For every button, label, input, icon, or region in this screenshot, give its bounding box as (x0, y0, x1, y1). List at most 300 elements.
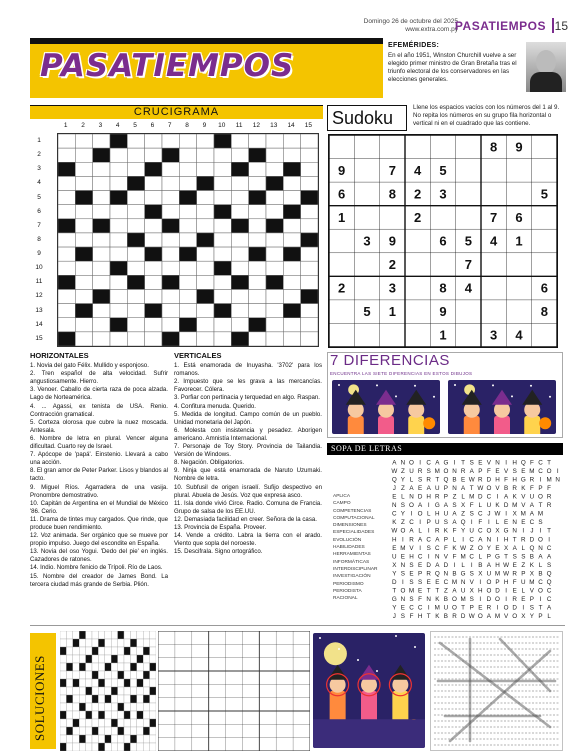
solution-crossword-cell (150, 655, 156, 663)
sopa-letter: I (462, 536, 464, 544)
sopa-letter: R (486, 604, 492, 612)
crossword-cell (75, 233, 92, 247)
crossword-cell (197, 318, 214, 332)
efemerides-box (388, 42, 523, 84)
sopa-letter: S (400, 502, 406, 510)
sopa-letter: P (529, 595, 535, 603)
solution-crossword-cell (143, 679, 149, 687)
solution-crossword-cell (98, 703, 104, 711)
solution-crossword-cell (86, 631, 92, 639)
crossword-black-cell (283, 162, 300, 176)
crossword-cell (93, 205, 110, 219)
sopa-letter: L (426, 510, 431, 518)
sopa-letter: V (409, 544, 414, 552)
diferencias-image-right[interactable] (448, 380, 556, 434)
sudoku-grid[interactable] (328, 134, 558, 348)
sopa-letter: P (495, 578, 500, 586)
sopa-letter: C (478, 527, 483, 535)
star (530, 385, 532, 387)
sopa-letter: M (451, 578, 458, 586)
solution-crossword-cell (60, 655, 66, 663)
sopa-letter: N (426, 595, 431, 603)
crossword-cell (231, 304, 248, 318)
verticales-clues (174, 352, 322, 556)
clue-horizontal: 7. Apócope de 'papá'. Einstenio. Llevará a cabo una acción. (30, 451, 168, 467)
sopa-letter: Z (521, 561, 526, 569)
column-number: 6 (150, 122, 155, 129)
sopa-letter: A (452, 519, 457, 527)
sopa-letter: I (505, 587, 507, 595)
sopa-letter: I (410, 510, 413, 518)
sopa-word: DIMENSIONES (333, 523, 367, 529)
sopa-letter: V (529, 587, 535, 595)
sudoku-given-number: 1 (338, 209, 346, 225)
solution-crossword-cell (92, 695, 98, 703)
solution-crossword-cell (105, 687, 111, 695)
crossword-cell (179, 304, 196, 318)
crossword-cell (301, 318, 318, 332)
sopa-letter: R (529, 476, 535, 484)
sudoku-given-number: 8 (490, 139, 498, 155)
solution-crossword-cell (111, 711, 117, 719)
solution-crossword-cell (79, 711, 85, 719)
solution-crossword-cell (79, 743, 85, 751)
solution-crossword-cell (118, 719, 124, 727)
sopa-letter: H (503, 536, 509, 544)
solution-crossword-cell (111, 719, 117, 727)
sopa-letter: A (417, 502, 423, 510)
photo-face (536, 50, 556, 74)
crossword-cell (93, 191, 110, 205)
solution-crossword-cell (150, 735, 156, 743)
sopa-letter: I (556, 468, 559, 476)
soluciones-divider (30, 625, 565, 626)
sopa-letter: M (408, 587, 415, 595)
sopa-letter: O (538, 536, 543, 544)
solution-crossword-cell (105, 655, 111, 663)
sopa-letter: X (529, 570, 535, 578)
solution-crossword-cell (73, 743, 79, 751)
sopa-letter: I (427, 527, 430, 535)
sopa-letter: E (478, 604, 483, 612)
sopa-letter: F (529, 485, 534, 493)
row-number: 8 (37, 235, 41, 243)
efemerides-text: En el año 1951, Winston Churchill vuelve a ser elegido primer ministro de Gran Bretaña tras el triunfo electoral de los conservadores en las elecciones generales. (388, 52, 517, 83)
solution-crossword-cell (73, 639, 79, 647)
solution-crossword-cell (92, 639, 98, 647)
sopa-letter: F (409, 613, 414, 620)
sopa-letter: L (418, 527, 422, 535)
solution-crossword-cell (118, 631, 124, 639)
crossword-cell (179, 162, 196, 176)
crossword-cell (93, 318, 110, 332)
star (454, 384, 456, 386)
solution-crossword-cell (66, 679, 72, 687)
solution-crossword-cell (79, 631, 85, 639)
solution-crossword-cell (143, 663, 149, 671)
sopa-letter: K (452, 544, 457, 552)
crossword-cell (231, 247, 248, 261)
solution-crossword-cell (86, 711, 92, 719)
sopa-letter: Z (443, 587, 448, 595)
sudoku-title: Sudoku (332, 108, 394, 128)
title-banner (30, 38, 383, 98)
crossword-black-cell (110, 134, 127, 148)
sopa-letter: S (512, 553, 517, 561)
sopa-letter: V (521, 493, 526, 501)
sopa-letter: L (478, 502, 483, 510)
solution-crossword-cell (130, 695, 136, 703)
clue-horizontal: 4. ... Agassi, ex tenista de USA. Renio. Contracción gramatical. (30, 402, 168, 418)
clue-horizontal: 15. Nombre del creador de James Bond. La tercera ciudad más grande de Serbia. Plión. (30, 572, 168, 588)
section-title: PASATIEMPOS (454, 19, 546, 33)
crossword-cell (249, 219, 266, 233)
sopa-letter: I (539, 527, 542, 535)
sopa-letter: T (392, 587, 397, 595)
solution-crossword-cell (105, 671, 111, 679)
solucion-sudoku-svg (158, 631, 310, 751)
sopa-letter: D (478, 493, 483, 501)
sopa-letter: N (512, 527, 517, 535)
crossword-cell (283, 148, 300, 162)
sopa-letter: A (392, 459, 397, 467)
sopa-letter: Q (529, 544, 535, 552)
crossword-cell (249, 205, 266, 219)
solution-crossword-cell (86, 679, 92, 687)
sopa-letter: C (426, 536, 431, 544)
crossword-black-cell (301, 233, 318, 247)
crossword-cell (162, 318, 179, 332)
solution-crossword-cell (124, 703, 130, 711)
crossword-cell (214, 289, 231, 303)
crossword-cell (249, 332, 266, 346)
photo-suit (530, 72, 562, 92)
solution-crossword-cell (124, 655, 130, 663)
solution-crossword-cell (73, 687, 79, 695)
sopa-letter: Z (461, 510, 466, 518)
sopa-letter: A (538, 553, 543, 561)
crossword-black-cell (266, 176, 283, 190)
crossword-cell (162, 233, 179, 247)
star (376, 384, 378, 386)
sudoku-given-number: 6 (540, 280, 548, 296)
row-number: 14 (35, 320, 43, 328)
ground (313, 719, 425, 748)
solution-crossword-cell (92, 631, 98, 639)
solution-crossword-cell (98, 647, 104, 655)
crossword-cell (75, 162, 92, 176)
solution-crossword-cell (111, 647, 117, 655)
sopa-letter: P (486, 553, 492, 561)
banner-title: PASATIEMPOS (40, 48, 295, 84)
solution-crossword-cell (60, 671, 66, 679)
solution-crossword-cell (124, 735, 130, 743)
row-number: 9 (37, 250, 41, 258)
solution-crossword-cell (130, 687, 136, 695)
sopa-letter: X (478, 570, 483, 578)
sopa-word: EVOLUCIÓN (333, 537, 362, 543)
sopa-letter: A (443, 502, 449, 510)
sopa-letter: V (469, 578, 474, 586)
solution-crossword-cell (79, 687, 85, 695)
solution-crossword-cell (137, 719, 143, 727)
solucion-sudoku (158, 631, 310, 751)
sopa-letter: C (417, 604, 423, 612)
sudoku-given-number: 2 (388, 257, 396, 273)
sopa-letter: K (495, 502, 500, 510)
crossword-cell (58, 191, 75, 205)
sopa-letter: S (469, 459, 474, 467)
sopa-letter: R (452, 613, 457, 620)
solution-crossword-cell (92, 727, 98, 735)
solution-crossword-cell (98, 743, 104, 751)
crossword-svg[interactable] (58, 134, 318, 346)
crossword-black-cell (249, 318, 266, 332)
clue-vertical: 12. Demasiada facilidad en creer. Señora de la casa. (174, 515, 317, 523)
crossword-cell (214, 219, 231, 233)
column-number: 12 (252, 122, 260, 129)
sopa-letter: C (443, 578, 449, 586)
star (414, 385, 416, 387)
sopa-letter: U (392, 553, 397, 561)
solution-crossword-cell (86, 639, 92, 647)
sopa-letter: C (478, 510, 483, 518)
solution-crossword-cell (143, 711, 149, 719)
solution-crossword-cell (111, 727, 117, 735)
sopa-letter: L (461, 561, 465, 569)
sopa-word: COMPETENCIAS (333, 508, 372, 514)
column-number: 14 (287, 122, 295, 129)
sudoku-given-number: 1 (439, 327, 447, 343)
sopa-letter: Y (400, 476, 406, 484)
solution-crossword-cell (60, 663, 66, 671)
clue-vertical: 10. Subfusil de origen israelí. Sufijo despectivo en plural. Abuela de Jesús. Voz que expresa asco. (174, 483, 322, 499)
sopa-letter: W (503, 561, 510, 569)
sudoku-given-number: 9 (515, 139, 523, 155)
sopa-letter: R (546, 493, 552, 501)
sopa-letter: G (443, 459, 449, 467)
crossword-cell (179, 275, 196, 289)
crossword-grid[interactable] (57, 133, 319, 347)
sopa-letter: C (469, 553, 474, 561)
crossword-cell (249, 162, 266, 176)
solution-crossword-cell (130, 679, 136, 687)
solution-crossword-cell (124, 639, 130, 647)
solution-crossword-cell (66, 743, 72, 751)
crossword-cell (283, 332, 300, 346)
clue-horizontal: 12. Voz animada. Ser orgánico que se mueve por propio impulso. Juego del escondite en España. (30, 532, 168, 548)
solution-crossword-cell (66, 727, 72, 735)
crossword-cell (145, 332, 162, 346)
crossword-cell (162, 247, 179, 261)
solution-crossword-cell (137, 735, 143, 743)
soluciones-title: SOLUCIONES (32, 655, 47, 741)
sopa-letter: D (426, 561, 431, 569)
solution-crossword-cell (60, 703, 66, 711)
sopa-letter: N (486, 536, 492, 544)
sopa-letter: S (409, 595, 414, 603)
sopa-letter: I (522, 527, 525, 535)
crossword-black-cell (214, 304, 231, 318)
sudoku-given-number: 7 (464, 257, 472, 273)
solution-crossword-cell (98, 671, 104, 679)
sudoku-given-number: 5 (464, 233, 472, 249)
sopa-letter: Z (452, 493, 457, 501)
clue-horizontal: 13. Novia del oso Yogui. 'Dedo del pie' en inglés. Cazadores de ratones. (30, 548, 168, 564)
solution-crossword-cell (143, 695, 149, 703)
sopa-grid[interactable] (390, 458, 562, 620)
sopa-letter: P (443, 485, 449, 493)
crossword-cell (179, 332, 196, 346)
crossword-cell (75, 176, 92, 190)
crossword-black-cell (301, 289, 318, 303)
solution-crossword-cell (60, 711, 66, 719)
sopa-letter: R (512, 570, 517, 578)
crossword-cell (283, 233, 300, 247)
sopa-word: HABILIDADES (333, 545, 365, 551)
solution-crossword-cell (137, 727, 143, 735)
column-number: 3 (98, 122, 103, 129)
sopa-letter: C (538, 578, 543, 586)
crossword-cell (214, 191, 231, 205)
diferencias-image-left[interactable] (332, 380, 440, 434)
sopa-letter: T (538, 604, 543, 612)
sopa-letter: I (505, 459, 507, 467)
sopa-letter: E (503, 519, 509, 527)
crossword-cell (110, 176, 127, 190)
sopa-letter: A (417, 536, 423, 544)
crossword-cell (197, 148, 214, 162)
sudoku-given-number: 7 (388, 162, 396, 178)
sopa-letter: U (443, 510, 449, 518)
sopa-letter: S (417, 476, 423, 484)
sopa-letter: U (486, 570, 492, 578)
sopa-letter: A (409, 527, 414, 535)
sopa-letter: D (392, 578, 397, 586)
sopa-letter: W (391, 527, 398, 535)
sopa-letter: N (452, 485, 457, 493)
solution-crossword-cell (86, 647, 92, 655)
kid-body (464, 416, 480, 434)
sopa-letter: P (521, 570, 526, 578)
sopa-letter: V (495, 485, 500, 493)
crossword-black-cell (110, 191, 127, 205)
solution-crossword-cell (105, 647, 111, 655)
crossword-cell (231, 318, 248, 332)
sopa-letter: L (521, 544, 526, 552)
pumpkin (423, 417, 435, 429)
sopa-letter: I (496, 536, 499, 544)
crossword-black-cell (283, 205, 300, 219)
solution-crossword-cell (66, 655, 72, 663)
sopa-letter: B (538, 570, 543, 578)
crossword-cell (197, 304, 214, 318)
solution-crossword-cell (92, 687, 98, 695)
solution-crossword-cell (60, 639, 66, 647)
star (376, 670, 378, 672)
sopa-letter: D (529, 536, 535, 544)
sopa-letter: I (479, 578, 482, 586)
clue-horizontal: 6. Nombre de letra en plural. Vencer alguna dificultad. Cuarto rey de Israel. (30, 434, 168, 451)
clue-horizontal: 3. Venoer. Caballo de cierta raza de poca alzada. Lago de Norteamérica. (30, 386, 168, 402)
sopa-letter: L (495, 519, 500, 527)
solution-crossword-cell (150, 727, 156, 735)
sopa-letter: A (435, 459, 440, 467)
sopa-letter: G (503, 527, 509, 535)
sopa-letter: U (443, 604, 449, 612)
crossword-cell (93, 304, 110, 318)
sopa-letter: P (426, 519, 431, 527)
sudoku-svg[interactable] (329, 135, 557, 347)
sopa-word: HERRAMIENTAS (333, 552, 371, 558)
kid-body (524, 416, 540, 434)
sopa-svg[interactable] (390, 458, 562, 620)
diferencias-subtitle: ENCUENTRA LAS SIETE DIFERENCIAS EN ESTOS DIBUJOS (330, 371, 473, 376)
crossword-cell (249, 289, 266, 303)
solution-crossword-cell (118, 727, 124, 735)
solution-crossword-cell (130, 743, 136, 751)
clue-vertical: 7. Personaje de Toy Story. Provincia de Tailandia. Versión de Windows. (174, 443, 322, 459)
crossword-cell (127, 332, 144, 346)
solution-crossword-cell (98, 711, 104, 719)
sopa-letter: S (417, 578, 423, 586)
crossword-cell (127, 191, 144, 205)
crossword-column-numbers (57, 122, 319, 132)
crossword-cell (283, 289, 300, 303)
solution-crossword-cell (86, 687, 92, 695)
solution-crossword-cell (60, 647, 66, 655)
sopa-letter: A (503, 493, 509, 501)
sopa-letter: S (512, 468, 517, 476)
sopa-letter: W (503, 570, 510, 578)
sopa-letter: J (530, 527, 534, 535)
clue-vertical: 4. Confitura menuda. Querido. (174, 402, 256, 410)
solution-crossword-cell (143, 631, 149, 639)
sopa-letter: A (529, 502, 535, 510)
crossword-black-cell (75, 304, 92, 318)
sopa-letter: F (443, 544, 448, 552)
solution-crossword-cell (60, 679, 66, 687)
solution-crossword-cell (86, 655, 92, 663)
sudoku-given-number: 4 (515, 327, 523, 343)
crossword-cell (127, 162, 144, 176)
crossword-cell (301, 332, 318, 346)
sopa-letter: K (512, 493, 517, 501)
verticales-list (174, 362, 322, 556)
sopa-letter: N (443, 570, 449, 578)
sopa-letter: I (419, 459, 421, 467)
sopa-letter: T (435, 587, 440, 595)
crossword-black-cell (58, 219, 75, 233)
crossword-cell (75, 134, 92, 148)
solution-crossword-cell (60, 695, 66, 703)
sudoku-given-number: 5 (363, 304, 371, 320)
clue-horizontal: 11. Drama de tintes muy cargados. Que rinde, que produce buen rendimiento. (30, 515, 168, 531)
sopa-letter: I (496, 493, 499, 501)
clue-horizontal: 9. Miguel Ríos. Agarradera de una vasija. Pronombre demostrativo. (30, 483, 168, 499)
sopa-letter: P (538, 613, 543, 620)
solution-crossword-cell (73, 719, 79, 727)
clue-horizontal: 8. El gran amor de Peter Parker. Lisos y blandos al tacto. (30, 467, 168, 483)
crossword-black-cell (162, 219, 179, 233)
clue-horizontal: 10. Capitán de Argentina en el Mundial de México '86. Cerio. (30, 499, 168, 515)
solution-crossword-cell (86, 695, 92, 703)
sudoku-given-number: 6 (338, 186, 346, 202)
crossword-cell (93, 332, 110, 346)
solution-crossword-cell (130, 727, 136, 735)
solution-crossword-cell (73, 735, 79, 743)
horizontales-clues (30, 352, 168, 589)
